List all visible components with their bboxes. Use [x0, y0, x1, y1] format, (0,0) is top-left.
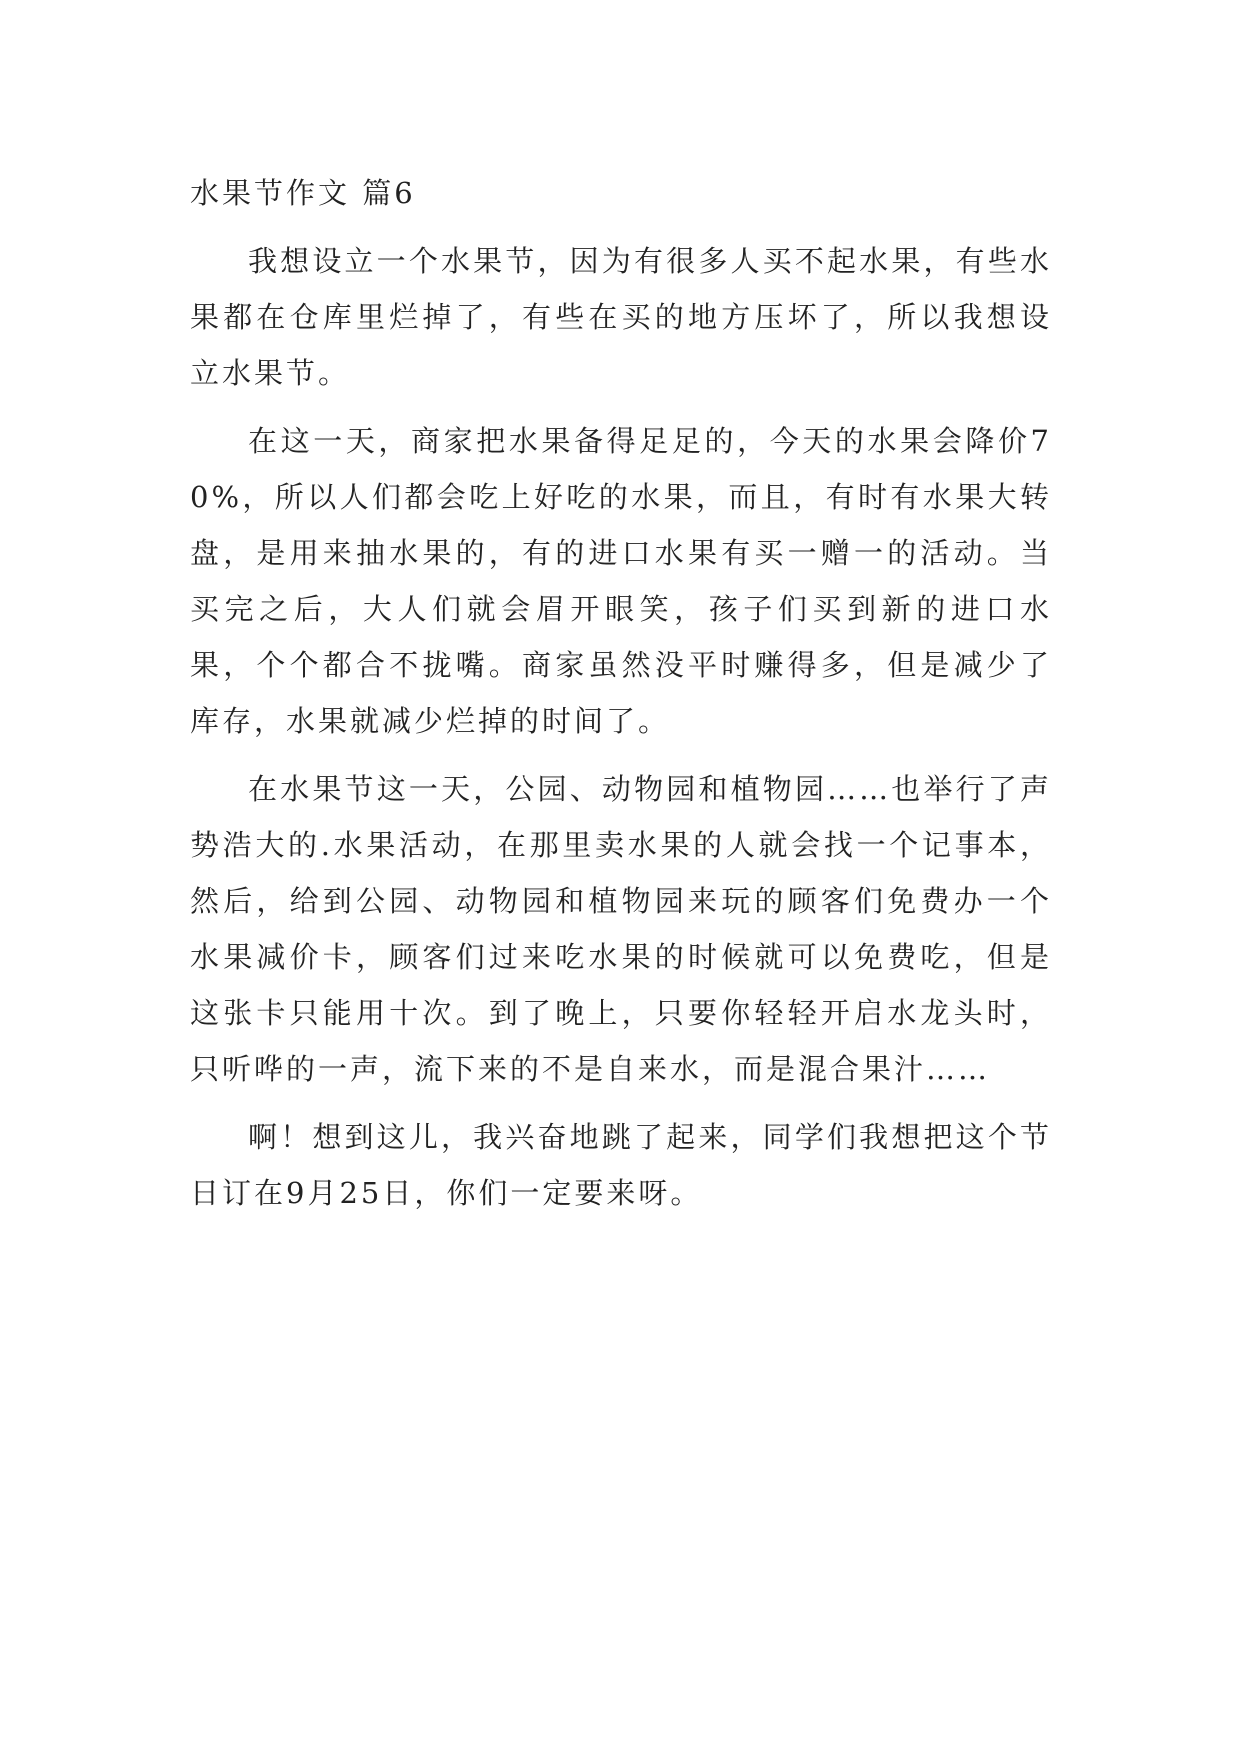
paragraph-2: 在这一天，商家把水果备得足足的，今天的水果会降价70%，所以人们都会吃上好吃的水果，而且，有时有水果大转盘，是用来抽水果的，有的进口水果有买一赠一的活动。当买完之后，大人们就会眉开眼笑，孩子们买到新的进口水果，个个都合不拢嘴。商家虽然没平时赚得多，但是减少了库存，水果就减少烂掉的时间了。	[190, 424, 1052, 738]
document-title: 水果节作文 篇6	[190, 176, 416, 210]
paragraph-3: 在水果节这一天，公园、动物园和植物园……也举行了声势浩大的.水果活动，在那里卖水果的人就会找一个记事本，然后，给到公园、动物园和植物园来玩的顾客们免费办一个水果减价卡，顾客们过来吃水果的时候就可以免费吃，但是这张卡只能用十次。到了晚上，只要你轻轻开启水龙头时，只听哗的一声，流下来的不是自来水，而是混合果汁……	[190, 772, 1052, 1086]
paragraph-4: 啊！想到这儿，我兴奋地跳了起来，同学们我想把这个节日订在9月25日，你们一定要来呀。	[190, 1120, 1052, 1210]
paragraph-1: 我想设立一个水果节，因为有很多人买不起水果，有些水果都在仓库里烂掉了，有些在买的地方压坏了，所以我想设立水果节。	[190, 244, 1052, 390]
document-body	[190, 165, 1052, 1233]
